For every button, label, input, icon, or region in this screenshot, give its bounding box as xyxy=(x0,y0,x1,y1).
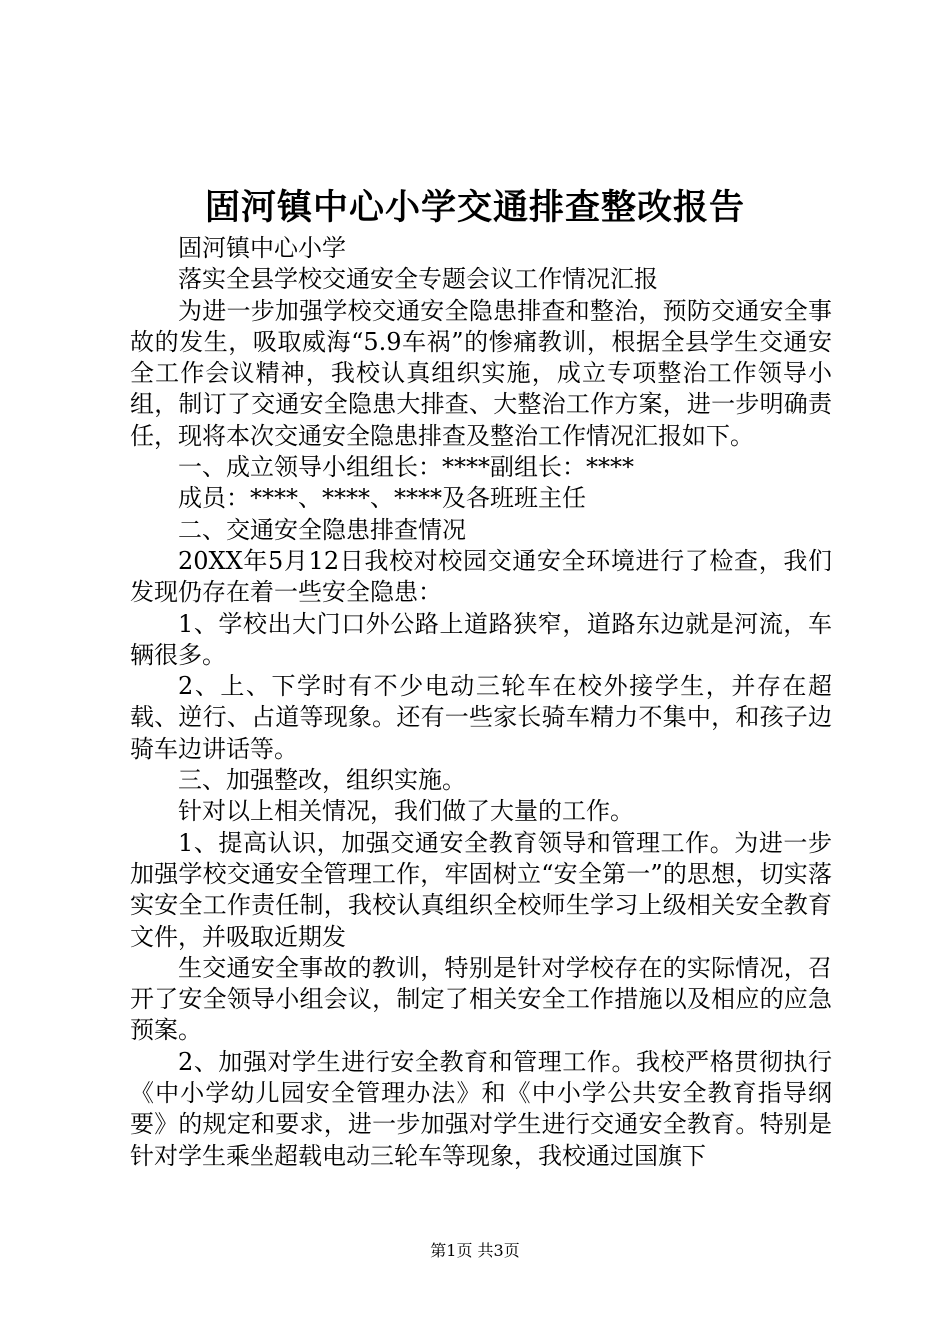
document-body xyxy=(130,233,832,1172)
measures-intro: 针对以上相关情况，我们做了大量的工作。 xyxy=(178,797,634,826)
school-name-line: 固河镇中心小学 xyxy=(178,234,346,262)
page-footer: 第1页 共3页 xyxy=(430,1241,520,1260)
measure-item-1-continued: 生交通安全事故的教训，特别是针对学校存在的实际情况，召开了安全领导小组会议，制定了相关安全工作措施以及相应的应急预案。 xyxy=(130,953,832,1045)
measure-item-1: 1、提高认识，加强交通安全教育领导和管理工作。为进一步加强学校交通安全管理工作，牢固树立“安全第一”的思想，切实落实安全工作责任制，我校认真组织全校师生学习上级相关安全教育文件，并吸取近期发 xyxy=(130,828,832,951)
intro-paragraph: 为进一步加强学校交通安全隐患排查和整治，预防交通安全事故的发生，吸取威海“5.9车祸”的惨痛教训，根据全县学生交通安全工作会议精神，我校认真组织实施，成立专项整治工作领导小组，制订了交通安全隐患大排查、大整治工作方案，进一步明确责任，现将本次交通安全隐患排查及整治工作情况汇报如下。 xyxy=(130,296,832,450)
section-1-heading: 一、成立领导小组组长：****副组长：**** xyxy=(178,453,634,482)
section-2-heading: 二、交通安全隐患排查情况 xyxy=(178,515,466,544)
document-title: 固河镇中心小学交通排查整改报告 xyxy=(204,187,745,228)
inspection-paragraph: 20XX年5月12日我校对校园交通安全环境进行了检查，我们发现仍存在着一些安全隐患： xyxy=(130,546,832,607)
members-line: 成员：****、****、****及各班班主任 xyxy=(178,484,586,513)
hazard-item-1: 1、学校出大门口外公路上道路狭窄，道路东边就是河流，车辆很多。 xyxy=(130,609,832,669)
section-3-heading: 三、加强整改，组织实施。 xyxy=(178,766,466,795)
hazard-item-2: 2、上、下学时有不少电动三轮车在校外接学生，并存在超载、逆行、占道等现象。还有一些家长骑车精力不集中，和孩子边骑车边讲话等。 xyxy=(130,672,832,763)
report-subtitle: 落实全县学校交通安全专题会议工作情况汇报 xyxy=(178,265,658,294)
measure-item-2: 2、加强对学生进行安全教育和管理工作。我校严格贯彻执行《中小学幼儿园安全管理办法》和《中小学公共安全教育指导纲要》的规定和要求，进一步加强对学生进行交通安全教育。特别是针对学生乘坐超载电动三轮车等现象，我校通过国旗下 xyxy=(130,1047,832,1170)
